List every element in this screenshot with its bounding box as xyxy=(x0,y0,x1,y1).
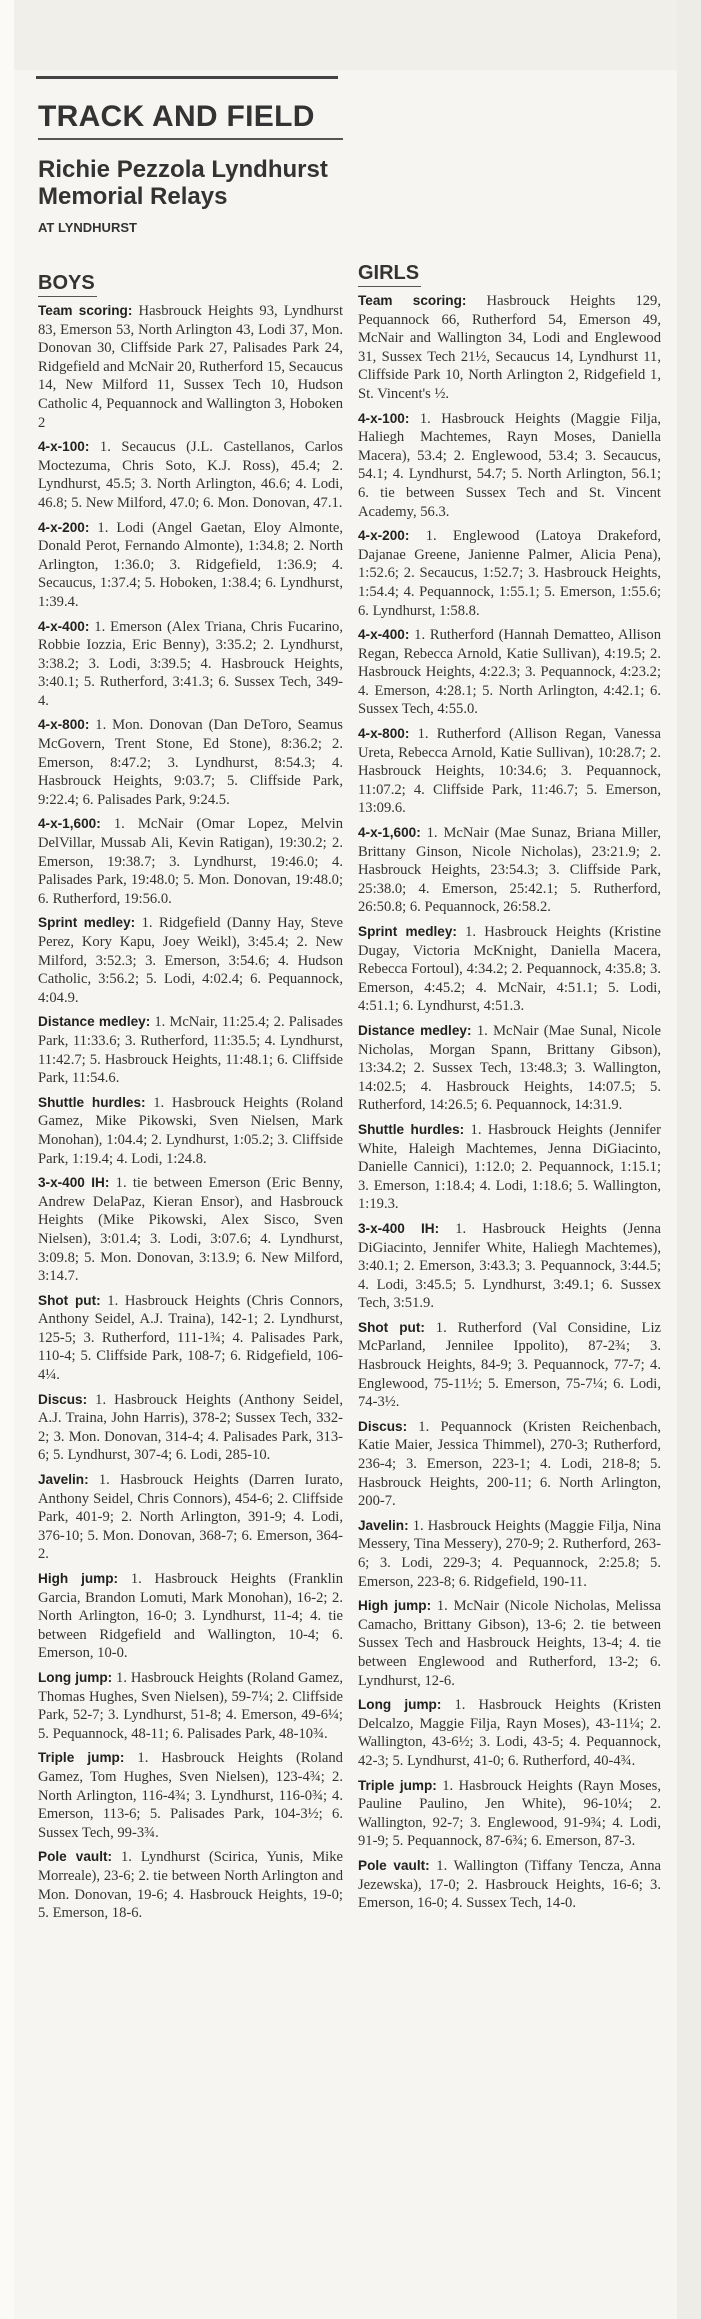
event-label: 3-x-400 IH: xyxy=(38,1175,110,1191)
event-label: Shot put: xyxy=(358,1319,425,1335)
event-results: 1. Hasbrouck Heights (Jennifer White, Haleigh Machtemes, Jenna DiGiacinto, Danielle Cannici), 1:12.0; 2. Pequannock, 1:15.1; 3. Emerson, 1:18.4; 4. Lodi, 1:18.6; 5. Wallington, 1:19.3. xyxy=(358,1121,661,1213)
event-label: Javelin: xyxy=(38,1472,89,1488)
event-results: 1. Hasbrouck Heights (Roland Gamez, Mike Pikowski, Sven Nielsen, Mark Monohan), 1:04.4; 2. Lyndhurst, 1:05.2; 3. Cliffside Park, 1:19.4; 4. Lodi, 1:24.8. xyxy=(38,1094,343,1167)
event-label: Pole vault: xyxy=(38,1849,113,1865)
result-entry xyxy=(38,519,343,612)
event-results: 1. Hasbrouck Heights (Anthony Seidel, A.J. Traina, John Harris), 378-2; Sussex Tech, 332-2; 3. Mon. Donovan, 314-4; 4. Palisades Park, 313-6; 5. Lyndhurst, 307-4; 6. Lodi, 285-10. xyxy=(38,1391,343,1464)
right-margin xyxy=(677,0,701,2319)
event-results: 1. Hasbrouck Heights (Chris Connors, Anthony Seidel, A.J. Traina), 142-1; 2. Lyndhurst, 125-5; 3. Rutherford, 111-1¾; 4. Palisades Park, 110-4; 5. Cliffside Park, 108-7; 6. Ridgefield, 106-4¼. xyxy=(38,1292,344,1384)
event-label: Long jump: xyxy=(358,1697,442,1713)
result-entry xyxy=(38,1570,343,1663)
girls-heading-wrap xyxy=(358,262,661,287)
event-label: High jump: xyxy=(38,1571,119,1586)
event-results: 1. Hasbrouck Heights (Rayn Moses, Pauline Paulino, Jen White), 96-10¼; 2. Wallington, 92-7; 3. Englewood, 91-9¾; 4. Lodi, 91-9; 5. Pequannock, 87-6¾; 6. Emerson, 87-3. xyxy=(358,1777,661,1850)
result-entry xyxy=(358,1517,661,1591)
event-results: 1. Hasbrouck Heights (Roland Gamez, Tom Hughes, Sven Nielsen), 123-4¾; 2. North Arlington, 116-4¾; 3. Lyndhurst, 116-0¾; 4. Emerson, 113-6; 5. Palisades Park, 104-3½; 6. Sussex Tech, 99-3¾. xyxy=(38,1750,343,1841)
girls-heading: GIRLS xyxy=(358,262,421,287)
event-results: 1. Emerson (Alex Triana, Chris Fucarino, Robbie Iozzia, Eric Benny), 3:35.2; 2. Lyndhurst, 3:38.2; 3. Lodi, 3:39.5; 4. Hasbrouck Heights, 3:40.1; 5. Rutherford, 3:41.3; 6. Sussex Tech, 349-4. xyxy=(38,618,343,709)
event-results: 1. Hasbrouck Heights (Roland Gamez, Thomas Hughes, Sven Nielsen), 59-7¼; 2. Cliffside Park, 52-7; 3. Lyndhurst, 51-8; 4. Emerson, 49-6¼; 5. Pequannock, 48-11; 6. Palisades Park, 48-10¾. xyxy=(38,1669,344,1742)
result-entry xyxy=(358,410,661,522)
event-label: 4-x-200: xyxy=(358,528,410,544)
result-entry xyxy=(38,716,343,809)
result-entry xyxy=(38,1094,343,1168)
result-entry xyxy=(38,815,343,908)
event-results: Hasbrouck Heights 129, Pequannock 66, Rutherford 54, Emerson 49, McNair and Wallington 34, Lodi and Englewood 31, Sussex Tech 21½, Secaucus 14, Lyndhurst 11, Cliffside Park 10, North Arlington 2, Ridgefield 1, St. Vincent's ½. xyxy=(358,293,661,402)
event-results: 1. tie between Emerson (Eric Benny, Andrew DelaPaz, Kieran Ensor), and Hasbrouck Heights (Mike Pikowski, Alex Sisco, Sven Nielsen), 3:01.4; 3. Lodi, 3:07.6; 4. Lyndhurst, 3:09.8; 5. Mon. Donovan, 3:13.9; 6. New Milford, 3:14.7. xyxy=(38,1175,343,1285)
section-title: TRACK AND FIELD xyxy=(38,100,343,140)
result-entry xyxy=(358,1696,661,1770)
result-entry xyxy=(358,292,661,404)
event-results: 1. McNair (Mae Sunal, Nicole Nicholas, Morgan Spann, Brittany Gibson), 13:34.2; 2. Sussex Tech, 13:48.3; 3. Wallington, 14:02.5; 4. Hasbrouck Heights, 14:07.5; 5. Rutherford, 14:26.5; 6. Pequannock, 14:31.9. xyxy=(358,1022,661,1114)
event-label: Distance medley: xyxy=(358,1022,472,1038)
event-results: 1. Lyndhurst (Scirica, Yunis, Mike Morreale), 23-6; 2. tie between North Arlington and Mon. Donovan, 19-6; 4. Hasbrouck Heights, 19-0; 5. Emerson, 18-6. xyxy=(38,1849,343,1922)
event-results: 1. Hasbrouck Heights (Maggie Filja, Nina Messery, Tina Messery), 270-9; 2. Rutherford, 263-6; 3. Lodi, 229-3; 4. Pequannock, 2:25.8; 5. Emerson, 223-8; 6. Ridgefield, 190-11. xyxy=(358,1517,661,1590)
result-entry xyxy=(358,1022,661,1115)
result-entry xyxy=(358,923,661,1016)
boys-heading-wrap xyxy=(38,272,97,297)
top-rule xyxy=(36,76,338,79)
result-entry xyxy=(358,725,661,818)
event-label: Sprint medley: xyxy=(38,915,136,931)
event-label: 4-x-1,600: xyxy=(38,816,101,832)
event-results: 1. Mon. Donovan (Dan DeToro, Seamus McGovern, Trent Stone, Ed Stone), 8:36.2; 2. Emerson, 8:47.2; 3. Lyndhurst, 8:54.3; 4. Hasbrouck Heights, 9:03.7; 5. Cliffside Park, 9:22.4; 6. Palisades Park, 9:24.5. xyxy=(38,717,343,808)
event-results: 1. Englewood (Latoya Drakeford, Dajanae Greene, Janienne Palmer, Alicia Pena), 1:52.6; 2. Secaucus, 1:52.7; 3. Hasbrouck Heights, 1:54.4; 4. Pequannock, 1:55.1; 5. Emerson, 1:55.6; 6. Lyndhurst, 1:58.8. xyxy=(358,528,661,619)
event-results: 1. Hasbrouck Heights (Kristen Delcalzo, Maggie Filja, Rayn Moses), 43-11¼; 2. Wallington, 43-6½; 3. Lodi, 43-5; 4. Pequannock, 42-3; 5. Lyndhurst, 41-0; 6. Rutherford, 40-4¾. xyxy=(358,1697,661,1769)
event-results: 1. Wallington (Tiffany Tencza, Anna Jezewska), 17-0; 2. Hasbrouck Heights, 16-6; 3. Emerson, 16-0; 4. Sussex Tech, 14-0. xyxy=(358,1857,662,1912)
article-header xyxy=(38,100,343,241)
result-entry xyxy=(358,1857,661,1913)
girls-results xyxy=(358,292,661,1919)
event-results: 1. Rutherford (Allison Regan, Vanessa Ureta, Rebecca Arnold, Katie Sullivan), 10:28.7; 2. Hasbrouck Heights, 10:34.6; 3. Pequannock, 11:07.2; 4. Cliffside Park, 11:46.7; 5. Emerson, 13:09.6. xyxy=(358,726,661,817)
event-label: 4-x-800: xyxy=(38,717,90,733)
result-entry xyxy=(38,1471,343,1564)
event-label: Shuttle hurdles: xyxy=(358,1121,465,1137)
result-entry xyxy=(358,824,661,917)
event-results: 1. McNair (Nicole Nicholas, Melissa Camacho, Brittany Gibson), 13-6; 2. tie between Sussex Tech and Hasbrouck Heights, 13-4; 4. tie between Englewood and Rutherford, 13-2; 6. Lyndhurst, 12-6. xyxy=(358,1598,661,1689)
event-results: 1. Hasbrouck Heights (Maggie Filja, Haliegh Machtemes, Rayn Moses, Daniella Macera), 53.4; 2. Englewood, 53.4; 3. Secaucus, 54.1; 4. Lyndhurst, 54.7; 5. North Arlington, 56.1; 6. tie between Sussex Tech and St. Vincent Academy, 56.3. xyxy=(358,410,661,520)
event-results: 1. Hasbrouck Heights (Franklin Garcia, Brandon Lomuti, Mark Monohan), 16-2; 2. North Arlington, 16-0; 3. Lyndhurst, 11-4; 4. tie between Ridgefield and Wallington, 10-4; 6. Emerson, 10-0. xyxy=(38,1571,343,1662)
result-entry xyxy=(358,1597,661,1690)
event-label: 4-x-400: xyxy=(358,627,410,643)
result-entry xyxy=(358,1319,661,1412)
result-entry xyxy=(38,1669,343,1743)
result-entry xyxy=(358,1418,661,1511)
event-label: Long jump: xyxy=(38,1669,113,1685)
result-entry xyxy=(38,618,343,711)
event-label: High jump: xyxy=(358,1598,432,1614)
event-label: Triple jump: xyxy=(358,1777,437,1793)
event-label: Triple jump: xyxy=(38,1750,125,1766)
event-results: 1. McNair, 11:25.4; 2. Palisades Park, 11:33.6; 3. Rutherford, 11:35.5; 4. Lyndhurst, 11:42.7; 5. Hasbrouck Heights, 11:48.1; 6. Cliffside Park, 11:54.6. xyxy=(38,1014,343,1087)
event-label: Shuttle hurdles: xyxy=(38,1094,146,1110)
event-results: 1. Ridgefield (Danny Hay, Steve Perez, Kory Kapu, Joey Weikl), 3:45.4; 2. New Milford, 3:52.3; 3. Emerson, 3:54.6; 4. Hudson Catholic, 3:56.2; 5. Lodi, 4:02.4; 6. Pequannock, 4:04.9. xyxy=(38,915,343,1006)
result-entry xyxy=(358,527,661,620)
event-label: Javelin: xyxy=(358,1517,409,1533)
event-label: Team scoring: xyxy=(358,293,467,308)
result-entry xyxy=(38,1749,343,1842)
top-band xyxy=(14,0,677,70)
event-results: 1. Lodi (Angel Gaetan, Eloy Almonte, Donald Perot, Fernando Almonte), 1:34.8; 2. North Arlington, 1:36.0; 3. Ridgefield, 1:36.9; 4. Secaucus, 1:37.4; 5. Hoboken, 1:38.4; 6. Lyndhurst, 1:39.4. xyxy=(38,519,343,610)
event-results: Hasbrouck Heights 93, Lyndhurst 83, Emerson 53, North Arlington 43, Lodi 37, Mon. Donovan 30, Cliffside Park 27, Palisades Park 24, Ridgefield and McNair 20, Rutherford 15, Secaucus 14, New Milford 11, Sussex Tech 10, Hudson Catholic 4, Pequannock and Wallington 3, Hoboken 2 xyxy=(38,303,343,431)
event-label: Distance medley: xyxy=(38,1014,151,1030)
event-results: 1. Hasbrouck Heights (Jenna DiGiacinto, Jennifer White, Haliegh Machtemes), 3:40.1; 2. Emerson, 3:43.3; 3. Pequannock, 3:44.5; 4. Lodi, 3:45.5; 5. Lyndhurst, 3:49.1; 6. Sussex Tech, 3:51.9. xyxy=(358,1220,661,1312)
event-label: Shot put: xyxy=(38,1292,101,1308)
event-label: Discus: xyxy=(38,1391,88,1407)
result-entry xyxy=(358,1220,661,1313)
event-results: 1. McNair (Omar Lopez, Melvin DelVillar, Mussab Ali, Kevin Ratigan), 19:30.2; 2. Emerson, 19:38.7; 3. Lyndhurst, 19:46.0; 4. Palisades Park, 19:48.0; 5. Mon. Donovan, 19:48.0; 6. Rutherford, 19:56.0. xyxy=(38,816,343,907)
result-entry xyxy=(38,1013,343,1087)
event-title: Richie Pezzola Lyndhurst Memorial Relays xyxy=(38,156,328,210)
event-label: Sprint medley: xyxy=(358,924,457,939)
result-entry xyxy=(38,1391,343,1465)
event-results: 1. Hasbrouck Heights (Darren Iurato, Anthony Seidel, Chris Connors), 454-6; 2. Cliffside Park, 401-9; 2. North Arlington, 391-9; 4. Lodi, 376-10; 5. Mon. Donovan, 368-7; 6. Emerson, 364-2. xyxy=(38,1472,343,1563)
event-label: 4-x-1,600: xyxy=(358,825,421,841)
result-entry xyxy=(358,626,661,719)
result-entry xyxy=(38,1848,343,1922)
result-entry xyxy=(38,302,343,432)
result-entry xyxy=(38,1174,343,1286)
boys-results xyxy=(38,302,343,1929)
event-results: 1. Hasbrouck Heights (Kristine Dugay, Victoria McKnight, Daniella Macera, Rebecca Fortoul), 4:34.2; 2. Pequannock, 4:35.8; 3. Emerson, 4:45.2; 4. McNair, 4:51.1; 5. Lodi, 4:51.1; 6. Lyndhurst, 4:51.3. xyxy=(358,924,661,1015)
event-results: 1. McNair (Mae Sunaz, Briana Miller, Brittany Ginson, Nicole Nicholas), 23:21.9; 2. Hasbrouck Heights, 23:54.3; 3. Cliffside Park, 25:38.0; 4. Emerson, 25:42.1; 5. Rutherford, 26:50.8; 6. Pequannock, 26:58.2. xyxy=(358,825,661,916)
event-label: Pole vault: xyxy=(358,1857,430,1873)
event-results: 1. Pequannock (Kristen Reichenbach, Katie Maier, Jessica Thimmel), 270-3; Rutherford, 236-4; 3. Emerson, 223-1; 4. Lodi, 218-8; 5. Hasbrouck Heights, 200-11; 6. North Arlington, 200-7. xyxy=(358,1418,661,1510)
result-entry xyxy=(38,438,343,512)
result-entry xyxy=(38,1292,343,1385)
event-results: 1. Rutherford (Val Considine, Liz McParland, Jennilee Ippolito), 87-2¾; 3. Hasbrouck Heights, 84-9; 3. Pequannock, 77-7; 4. Englewood, 75-11½; 5. Emerson, 75-7¼; 6. Lodi, 74-3½. xyxy=(358,1319,661,1411)
event-label: 4-x-100: xyxy=(38,439,90,455)
event-label: 4-x-200: xyxy=(38,519,90,535)
result-entry xyxy=(358,1121,661,1214)
event-label: Discus: xyxy=(358,1418,408,1434)
event-label: 3-x-400 IH: xyxy=(358,1220,440,1236)
event-results: 1. Rutherford (Hannah Dematteo, Allison Regan, Rebecca Arnold, Katie Sullivan), 4:19.5; 2. Hasbrouck Heights, 4:22.3; 3. Pequannock, 4:23.2; 4. Emerson, 4:28.1; 5. North Arlington, 4:42.1; 6. Sussex Tech, 4:55.0. xyxy=(358,627,661,718)
event-location: AT LYNDHURST xyxy=(38,220,137,235)
event-results: 1. Secaucus (J.L. Castellanos, Carlos Moctezuma, Chris Soto, K.J. Ross), 45.4; 2. Lyndhurst, 45.5; 3. North Arlington, 46.6; 4. Lodi, 46.8; 5. New Milford, 47.0; 6. Mon. Donovan, 47.1. xyxy=(38,439,343,511)
event-label: Team scoring: xyxy=(38,303,133,318)
boys-heading: BOYS xyxy=(38,272,97,297)
event-label: 4-x-100: xyxy=(358,410,410,426)
event-label: 4-x-400: xyxy=(38,618,90,634)
event-label: 4-x-800: xyxy=(358,726,410,742)
result-entry xyxy=(38,914,343,1007)
result-entry xyxy=(358,1777,661,1851)
left-margin xyxy=(0,0,14,2319)
